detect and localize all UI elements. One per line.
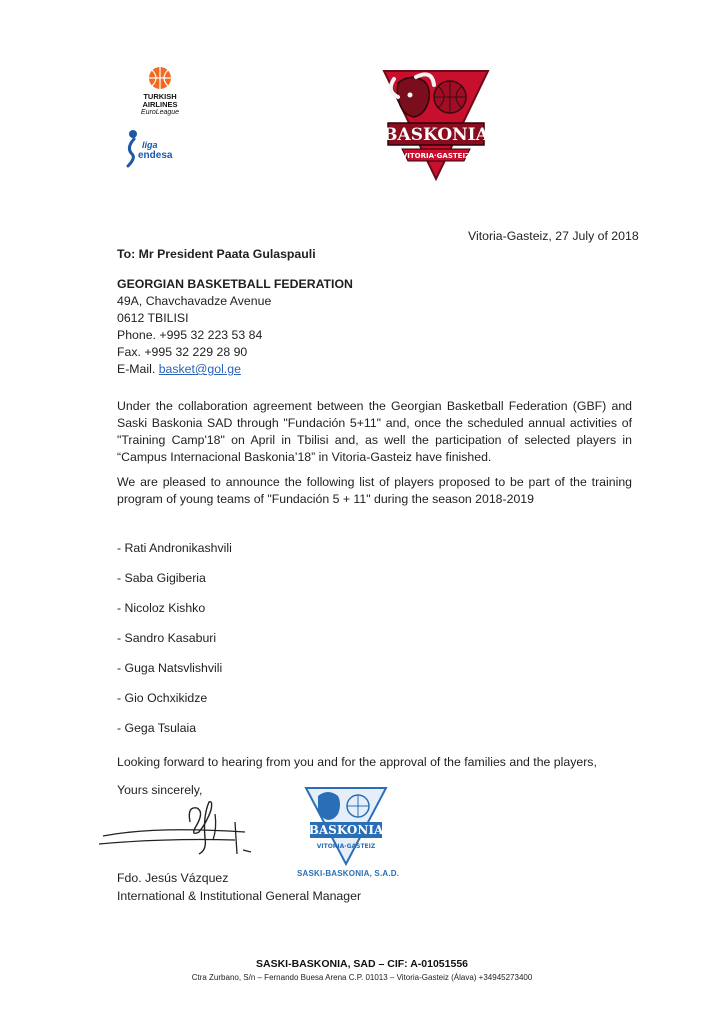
stamp-caption: SASKI-BASKONIA, S.A.D. [297, 869, 400, 878]
liga-text: liga [142, 140, 158, 150]
letter-date: Vitoria-Gasteiz, 27 July of 2018 [468, 229, 639, 243]
list-item: - Gio Ochxikidze [117, 691, 208, 705]
address-phone: Phone. +995 32 223 53 84 [117, 328, 263, 342]
email-link[interactable]: basket@gol.ge [158, 362, 241, 376]
baskonia-goat-icon [380, 65, 492, 183]
yours-sincerely: Yours sincerely, [117, 783, 203, 797]
stamp-city: VITORIA·GASTEIZ [316, 843, 376, 850]
euroleague-line-3: EuroLeague [140, 109, 180, 116]
euroleague-line-1: TURKISH [143, 92, 177, 101]
list-item: - Gega Tsulaia [117, 721, 197, 735]
list-item: - Nicoloz Kishko [117, 601, 206, 615]
stamp-name: BASKONIA [308, 823, 384, 837]
address-email [117, 361, 353, 378]
address-block [117, 276, 353, 378]
baskonia-logo [380, 65, 492, 183]
organization-name: GEORGIAN BASKETBALL FEDERATION [117, 277, 353, 291]
paragraph-agreement: Under the collaboration agreement between the Georgian Basketball Federation (GBF) and Saski Baskonia SAD through "Fundación 5+11" and, once the scheduled annual activities of "Training Camp'18" on April in Tbilisi and, as well the participation of selected players in “Campus Internacional Baskonia’18” in Vitoria-Gasteiz have finished. [117, 399, 632, 464]
liga-endesa-logo [120, 126, 200, 172]
signature [95, 792, 275, 870]
recipient: To: Mr President Paata Gulaspauli [117, 247, 316, 261]
list-item: - Rati Andronikashvili [117, 541, 232, 555]
list-item: - Guga Natsvlishvili [117, 661, 223, 675]
signer-title: International & Institutional General Manager [117, 889, 362, 903]
address-street: 49A, Chavchavadze Avenue [117, 294, 272, 308]
email-label: E-Mail. [117, 362, 159, 376]
address-city: 0612 TBILISI [117, 311, 189, 325]
signature-icon [95, 792, 275, 870]
baskonia-logo-name: BASKONIA [383, 125, 489, 145]
baskonia-stamp [300, 782, 392, 866]
list-item: - Sandro Kasaburi [117, 631, 217, 645]
footer-company: SASKI-BASKONIA, SAD – CIF: A-01051556 [256, 958, 468, 970]
euroleague-logo [125, 66, 195, 117]
euroleague-line-2: AIRLINES [142, 100, 178, 109]
address-fax: Fax. +995 32 229 28 90 [117, 345, 248, 359]
liga-endesa-icon [122, 128, 144, 168]
baskonia-logo-city: VITORIA·GASTEIZ [401, 152, 471, 160]
endesa-text: endesa [138, 150, 173, 161]
baskonia-stamp-icon [300, 782, 392, 866]
list-item: - Saba Gigiberia [117, 571, 206, 585]
footer-address: Ctra Zurbano, S/n – Fernando Buesa Arena C.P. 01013 – Vitoria-Gasteiz (Álava) +34945273400 [191, 973, 533, 982]
signer-name: Fdo. Jesús Vázquez [117, 871, 229, 885]
closing-line: Looking forward to hearing from you and for the approval of the families and the players, [117, 755, 597, 769]
paragraph-announcement: We are pleased to announce the following list of players proposed to be part of the training program of young teams of "Fundación 5 + 11" during the season 2018-2019 [117, 475, 632, 506]
euroleague-ball-icon [148, 66, 172, 90]
